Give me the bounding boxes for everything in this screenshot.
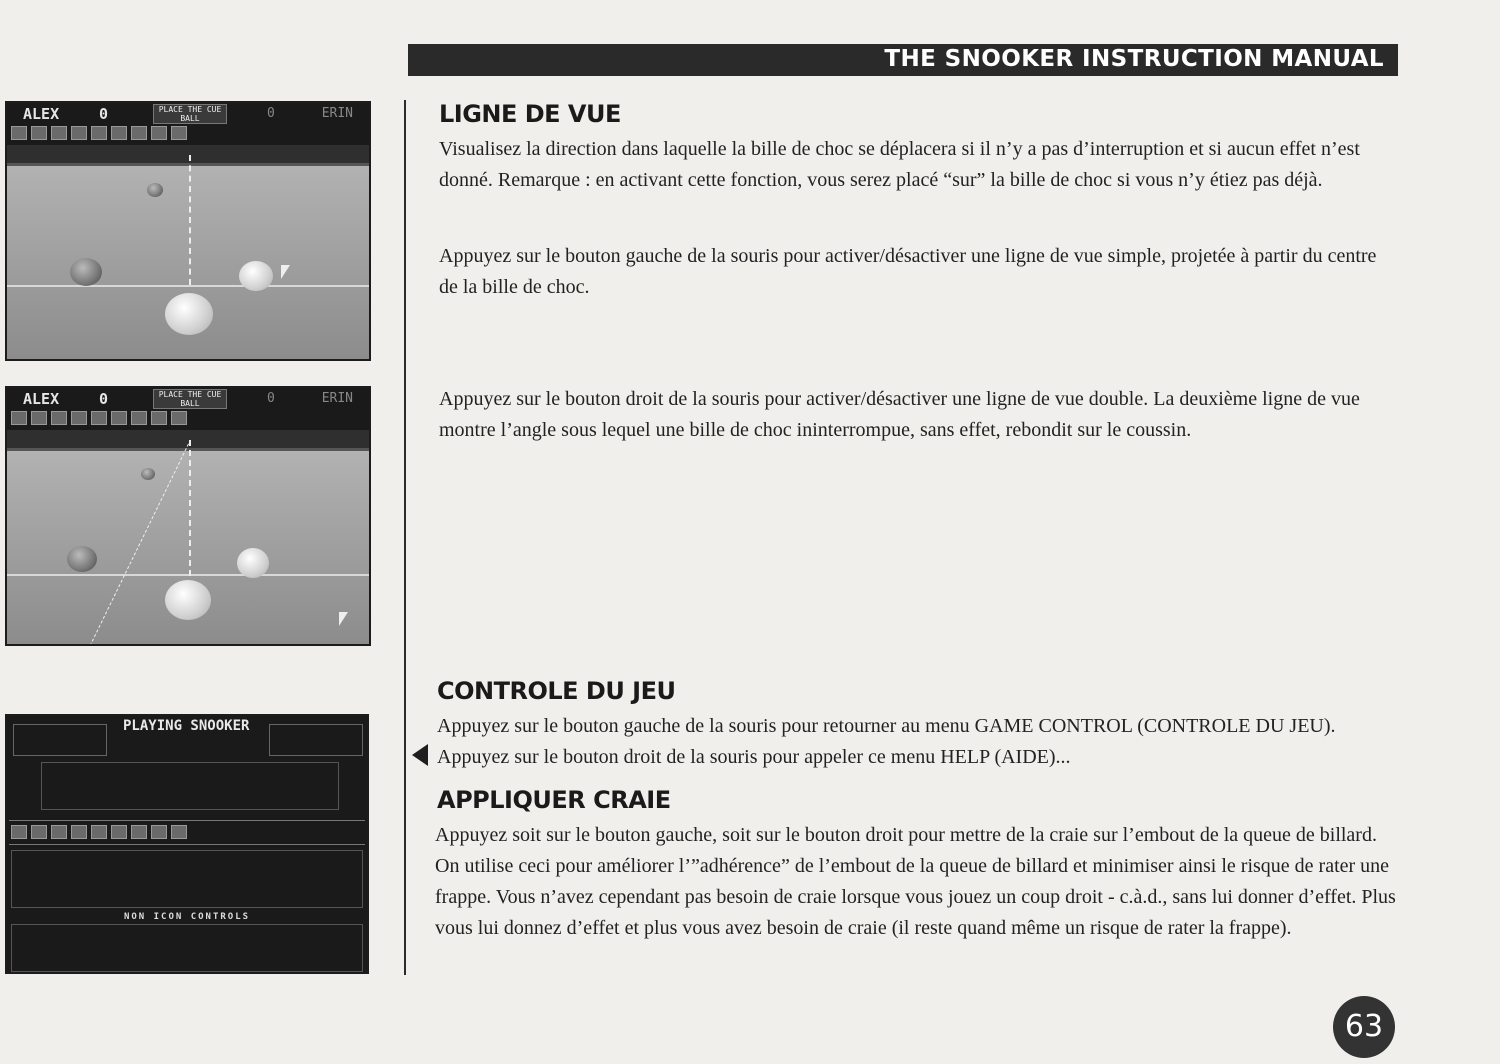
object-ball bbox=[67, 546, 97, 572]
mouse-pointer-icon bbox=[281, 265, 290, 279]
cue-icon bbox=[11, 411, 27, 425]
mouse-pointer-icon bbox=[339, 612, 348, 626]
baulk-line bbox=[7, 285, 369, 287]
hud-icon-row bbox=[11, 125, 317, 141]
aim-icon bbox=[111, 825, 127, 839]
aim-line bbox=[189, 155, 191, 285]
menu-divider bbox=[9, 844, 365, 845]
snooker-table bbox=[7, 145, 369, 359]
paragraph: Visualisez la direction dans laquelle la bille de choc se déplacera si il n’y a pas d’interruption et si aucun effet n’est donné. Remarque : en activant cette fonction, vous serez placé “sur” la bille de choc si vous n’y étiez pas déjà. bbox=[439, 138, 1360, 191]
power-icon bbox=[91, 126, 107, 140]
manual-title: THE SNOOKER INSTRUCTION MANUAL bbox=[884, 46, 1384, 72]
object-ball bbox=[70, 258, 102, 286]
menu-divider bbox=[9, 820, 365, 821]
cue-ball bbox=[165, 580, 211, 620]
game-hud bbox=[7, 103, 369, 145]
ball-icon bbox=[71, 825, 87, 839]
help-menu-panel bbox=[11, 850, 363, 908]
spin-icon bbox=[51, 825, 67, 839]
hud-status-message: PLACE THE CUE BALL bbox=[153, 389, 227, 409]
cue-icon bbox=[11, 126, 27, 140]
cue-ball bbox=[165, 293, 213, 335]
help-menu-panel bbox=[13, 724, 107, 756]
paragraph: Appuyez soit sur le bouton gauche, soit sur le bouton droit pour mettre de la craie sur l’embout de la queue de billard. On utilise ceci pour améliorer l’”adhérence” de l’embout de la queue de billard et minimiser ainsi le risque de rater une frappe. Vous n’avez cependant pas besoin de craie lorsque vous jouez un coup droit - c.à.d., sans lui donner d’effet. Plus vous lui donnez d’effet et plus vous avez besoin de craie (il reste quand même un risque de rater la frappe). bbox=[435, 824, 1396, 939]
aim-icon bbox=[111, 411, 127, 425]
hud-status-message: PLACE THE CUE BALL bbox=[153, 104, 227, 124]
help-menu-panel bbox=[269, 724, 363, 756]
ball-icon bbox=[71, 411, 87, 425]
line-of-sight-icon bbox=[131, 126, 147, 140]
column-divider bbox=[404, 100, 406, 975]
pointer-arrow-icon bbox=[412, 744, 428, 766]
chalk-icon bbox=[151, 411, 167, 425]
object-ball bbox=[141, 468, 155, 480]
paragraph: Appuyez sur le bouton droit de la souris pour activer/désactiver une ligne de vue double. La deuxième ligne de vue montre l’angle sous lequel une bille de choc ininterrompue, sans effet, rebondit sur le coussin. bbox=[439, 388, 1360, 441]
player-two-name: ERIN bbox=[321, 106, 353, 121]
help-menu-footer: NON ICON CONTROLS bbox=[123, 912, 251, 922]
help-icon bbox=[171, 411, 187, 425]
header-bar bbox=[408, 44, 1398, 76]
view-icon bbox=[31, 825, 47, 839]
spin-icon bbox=[51, 411, 67, 425]
player-one-score: 0 bbox=[99, 105, 109, 123]
table-cushion bbox=[7, 145, 369, 166]
player-one-score: 0 bbox=[99, 390, 109, 408]
power-icon bbox=[91, 825, 107, 839]
spin-icon bbox=[51, 126, 67, 140]
view-icon bbox=[31, 411, 47, 425]
player-one-name: ALEX bbox=[23, 390, 60, 408]
snooker-table bbox=[7, 430, 369, 644]
aim-line bbox=[189, 440, 191, 576]
player-one-name: ALEX bbox=[23, 105, 60, 123]
help-menu-title: PLAYING SNOOKER bbox=[123, 718, 250, 734]
section-title-controle-du-jeu: CONTROLE DU JEU bbox=[437, 677, 676, 705]
player-two-name: ERIN bbox=[321, 391, 353, 406]
cue-icon bbox=[11, 825, 27, 839]
power-icon bbox=[91, 411, 107, 425]
section-title-ligne-de-vue: LIGNE DE VUE bbox=[439, 100, 621, 128]
player-two-score: 0 bbox=[267, 106, 275, 121]
game-hud bbox=[7, 388, 369, 430]
hud-icon-row bbox=[11, 824, 313, 840]
baulk-line bbox=[7, 574, 369, 576]
paragraph: Appuyez sur le bouton gauche de la souris pour retourner au menu GAME CONTROL (CONTROLE DU JEU). Appuyez sur le bouton droit de la souris pour appeler ce menu HELP (AIDE)... bbox=[437, 715, 1336, 768]
object-ball bbox=[237, 548, 269, 578]
screenshot-help-menu bbox=[5, 714, 369, 974]
chalk-icon bbox=[151, 825, 167, 839]
help-icon bbox=[171, 126, 187, 140]
ball-icon bbox=[71, 126, 87, 140]
object-ball bbox=[147, 183, 163, 197]
hud-icon-row bbox=[11, 410, 317, 426]
section-title-appliquer-craie: APPLIQUER CRAIE bbox=[437, 786, 671, 814]
player-two-score: 0 bbox=[267, 391, 275, 406]
help-menu-panel bbox=[11, 924, 363, 972]
help-menu-panel bbox=[41, 762, 339, 810]
object-ball bbox=[239, 261, 273, 291]
screenshot-double-line bbox=[5, 386, 371, 646]
aim-icon bbox=[111, 126, 127, 140]
screenshot-single-line bbox=[5, 101, 371, 361]
view-icon bbox=[31, 126, 47, 140]
line-of-sight-icon bbox=[131, 411, 147, 425]
table-cushion bbox=[7, 430, 369, 451]
page-number: 63 bbox=[1333, 996, 1395, 1058]
line-of-sight-icon bbox=[131, 825, 147, 839]
chalk-icon bbox=[151, 126, 167, 140]
help-icon bbox=[171, 825, 187, 839]
paragraph: Appuyez sur le bouton gauche de la souris pour activer/désactiver une ligne de vue simple, projetée à partir du centre de la bille de choc. bbox=[439, 245, 1377, 298]
